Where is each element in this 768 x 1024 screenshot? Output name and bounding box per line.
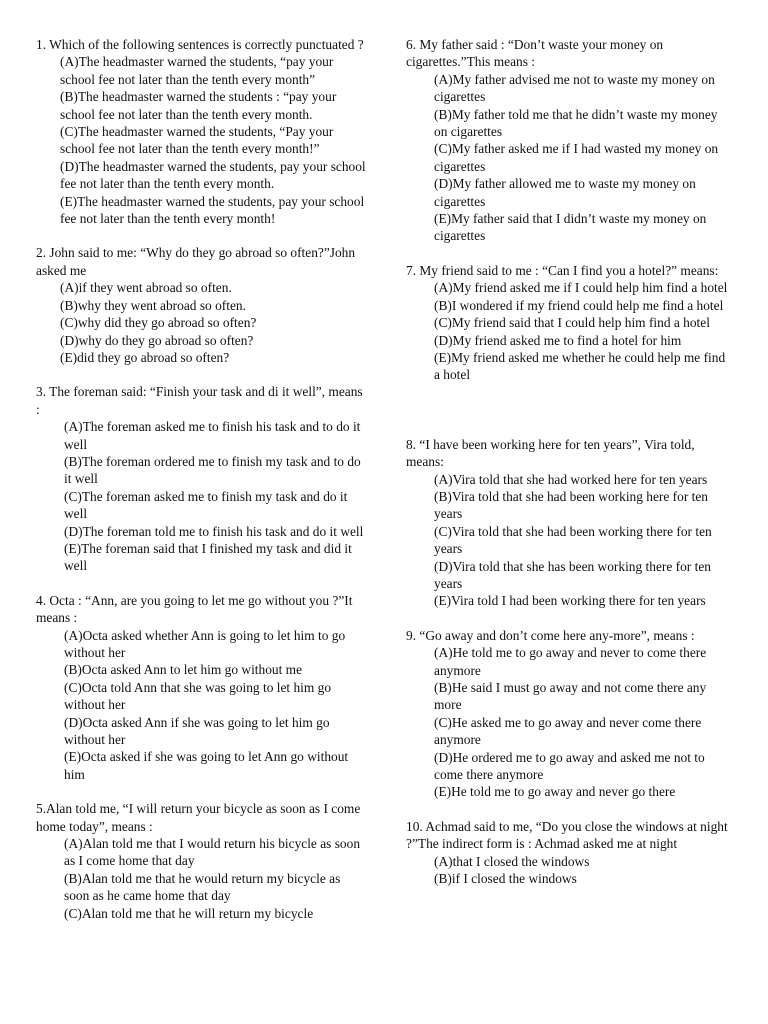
answer-option-d: (D)The foreman told me to finish his task and do it well <box>64 523 364 539</box>
answer-option-b: (B)The headmaster warned the students : “pay your school fee not later than the tenth every month. <box>60 89 337 122</box>
answer-option-c: (C)My friend said that I could help him find a hotel <box>434 315 710 331</box>
answer-option-b: (B)I wondered if my friend could help me find a hotel <box>434 297 724 313</box>
question-1 <box>36 36 366 227</box>
answer-options <box>406 71 734 245</box>
answer-option-a: (A)that I closed the windows <box>434 853 590 869</box>
answer-options <box>36 418 366 575</box>
answer-option-b: (B)Vira told that she had been working here for ten years <box>434 488 708 522</box>
answer-option-a: (A)Octa asked whether Ann is going to let him to go without her <box>64 627 346 660</box>
answer-option-d: (D)The headmaster warned the students, pay your school fee not later than the tenth every month. <box>60 158 366 192</box>
answer-option-b: (B)why they went abroad so often. <box>60 297 246 313</box>
answer-option-a: (A)My father advised me not to waste my money on cigarettes <box>434 71 715 105</box>
answer-option-c: (C)The foreman asked me to finish my task and do it well <box>64 488 348 522</box>
question-10 <box>406 818 734 888</box>
answer-option-e: (E)He told me to go away and never go there <box>434 784 676 800</box>
question-stem: 1. Which of the following sentences is correctly punctuated ? <box>36 37 364 52</box>
answer-option-d: (D)My father allowed me to waste my money on cigarettes <box>434 176 696 209</box>
answer-option-b: (B)My father told me that he didn’t waste my money on cigarettes <box>434 106 718 140</box>
answer-options <box>406 279 734 383</box>
answer-option-e: (E)My father said that I didn’t waste my money on cigarettes <box>434 211 707 244</box>
question-5 <box>36 800 366 922</box>
question-stem: 7. My friend said to me : “Can I find you a hotel?” means: <box>406 262 719 278</box>
question-stem: 6. My father said : “Don’t waste your money on cigarettes.”This means : <box>406 37 664 70</box>
question-stem: 4. Octa : “Ann, are you going to let me go without you ?”It means : <box>36 592 353 626</box>
question-8 <box>406 436 734 610</box>
answer-option-c: (C)He asked me to go away and never come there anymore <box>434 714 702 748</box>
answer-options <box>36 53 366 227</box>
answer-option-a: (A)The foreman asked me to finish his task and to do it well <box>64 419 361 452</box>
answer-options <box>406 853 734 888</box>
answer-option-e: (E)The headmaster warned the students, pay your school fee not later than the tenth every month! <box>60 193 365 227</box>
answer-option-b: (B)Alan told me that he would return my bicycle as soon as he came home that day <box>64 870 341 904</box>
answer-option-d: (D)why do they go abroad so often? <box>60 332 254 348</box>
question-stem: 5.Alan told me, “I will return your bicycle as soon as I come home today”, means : <box>36 801 361 834</box>
answer-option-d: (D)Vira told that she has been working there for ten years <box>434 558 711 591</box>
answer-option-d: (D)Octa asked Ann if she was going to let him go without her <box>64 714 330 748</box>
answer-options <box>406 471 734 610</box>
answer-options <box>36 835 366 922</box>
answer-option-e: (E)The foreman said that I finished my task and did it well <box>64 540 352 574</box>
question-stem: 10. Achmad said to me, “Do you close the windows at night ?”The indirect form is : Achmad asked me at night <box>406 818 728 852</box>
answer-option-d: (D)My friend asked me to find a hotel for him <box>434 332 682 348</box>
answer-option-e: (E)My friend asked me whether he could help me find a hotel <box>434 349 726 383</box>
left-column <box>36 36 366 922</box>
answer-options <box>36 627 366 784</box>
answer-option-a: (A)My friend asked me if I could help him find a hotel <box>434 280 728 296</box>
question-4 <box>36 592 366 783</box>
question-2 <box>36 244 366 366</box>
answer-option-c: (C)The headmaster warned the students, “Pay your school fee not later than the tenth every month!” <box>60 124 334 157</box>
question-7 <box>406 262 734 384</box>
question-6 <box>406 36 734 245</box>
question-stem: 3. The foreman said: “Finish your task and di it well”, means : <box>36 384 363 417</box>
answer-option-a: (A)Vira told that she had worked here for ten years <box>434 471 708 487</box>
answer-option-c: (C)Vira told that she had been working there for ten years <box>434 523 712 557</box>
answer-option-a: (A)if they went abroad so often. <box>60 280 232 296</box>
answer-option-e: (E)did they go abroad so often? <box>60 349 230 365</box>
answer-option-c: (C)My father asked me if I had wasted my money on cigarettes <box>434 141 719 174</box>
answer-option-e: (E)Vira told I had been working there for ten years <box>434 593 706 609</box>
question-3 <box>36 383 366 574</box>
answer-option-a: (A)Alan told me that I would return his bicycle as soon as I come home that day <box>64 836 361 869</box>
answer-option-c: (C)why did they go abroad so often? <box>60 315 257 331</box>
answer-option-b: (B)if I closed the windows <box>434 871 577 887</box>
answer-option-c: (C)Alan told me that he will return my bicycle <box>64 905 314 921</box>
answer-option-c: (C)Octa told Ann that she was going to let him go without her <box>64 679 332 713</box>
answer-option-a: (A)The headmaster warned the students, “pay your school fee not later than the tenth every month” <box>60 54 334 87</box>
question-stem: 8. “I have been working here for ten years”, Vira told, means: <box>406 436 695 470</box>
answer-option-b: (B)The foreman ordered me to finish my task and to do it well <box>64 453 361 487</box>
answer-option-a: (A)He told me to go away and never to come there anymore <box>434 645 707 678</box>
right-column <box>406 36 734 887</box>
answer-option-d: (D)He ordered me to go away and asked me not to come there anymore <box>434 749 705 783</box>
answer-options <box>406 644 734 801</box>
question-stem: 2. John said to me: “Why do they go abroad so often?”John asked me <box>36 245 356 278</box>
question-stem: 9. “Go away and don’t come here any-more”, means : <box>406 627 695 643</box>
answer-option-b: (B)He said I must go away and not come there any more <box>434 680 707 713</box>
answer-option-b: (B)Octa asked Ann to let him go without me <box>64 662 303 678</box>
answer-option-e: (E)Octa asked if she was going to let Ann go without him <box>64 749 349 782</box>
question-9 <box>406 627 734 801</box>
answer-options <box>36 279 366 366</box>
